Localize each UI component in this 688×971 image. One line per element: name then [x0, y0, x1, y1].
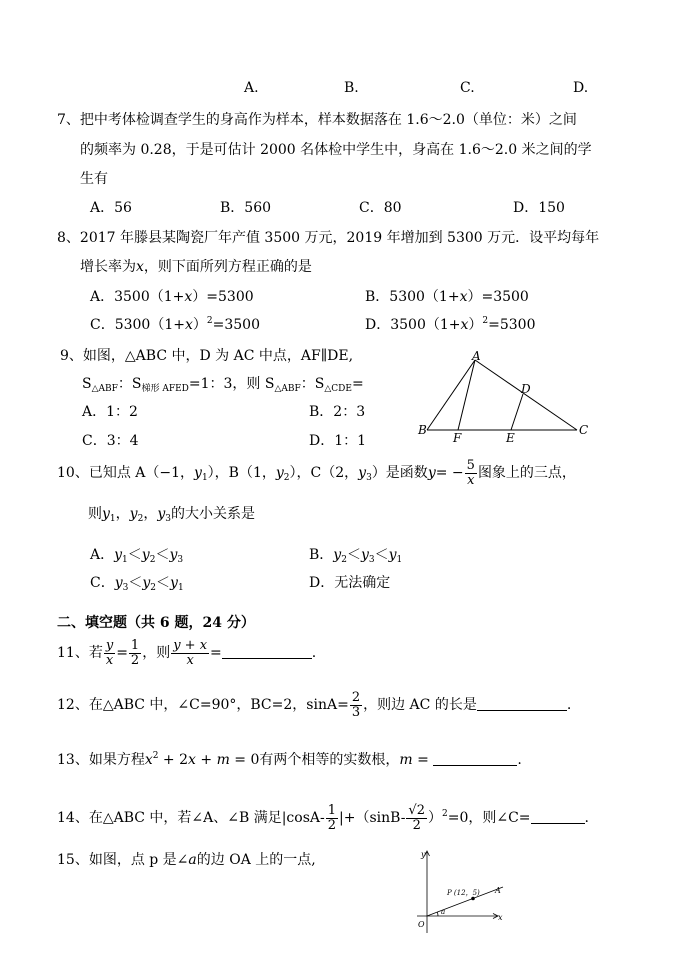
q9-line1: 9、如图，△ABC 中，D 为 AC 中点，AF∥DE,	[60, 348, 354, 364]
q7-option-c: C．80	[359, 200, 402, 216]
q6-option-c: C.	[460, 80, 475, 96]
q13-answer-blank[interactable]	[433, 751, 517, 766]
q12-answer-blank[interactable]	[477, 696, 567, 711]
q8-option-c: C．$5300(1+x)^2=3500$	[90, 316, 260, 333]
q12: 12、在△ABC 中，∠C=90°，BC=2，sinA= $\frac{2}{3}$ ，则边 AC 的长是 .	[57, 689, 572, 720]
label-d: D	[521, 382, 531, 396]
q14-fraction-sqrt2-over-2: $\frac{√2}{2}$	[408, 802, 425, 833]
section-2-heading: 二、填空题（共 6 题，24 分）	[57, 615, 255, 631]
q10-option-c: C．$y_3<y_2<y_1$	[90, 575, 184, 593]
q9-option-d: D．1：1	[309, 433, 367, 449]
q8-option-b: B．5300（1+x）=3500	[365, 289, 529, 305]
q10-line1: 10、已知点 A（−1，$y_1$），B（1，$y_2$），C（2，$y_3$）是函数y= − $\frac{5}{x}$ 图象上的三点，	[57, 457, 576, 488]
angle-coordinate-figure	[405, 843, 505, 938]
point-p-label: P (12，5)	[447, 889, 480, 897]
ray-label-a: A	[495, 886, 501, 895]
q7-line3: 生有	[80, 171, 108, 187]
angle-label-a: a	[441, 908, 446, 916]
q7-option-d: D．150	[513, 200, 565, 216]
q14: 14、在△ABC 中，若∠A、∠B 满足|cosA- $\frac{1}{2}$ |+（sinB- $\frac{√2}{2}$ ）$^2$=0，则∠C= .	[57, 802, 589, 833]
q9-line2: $S_{\triangle ABF}$：$S_{梯形 AFED}=1$：3，则 $S_{\triangle ABF}$：$S_{\triangle CDE}=$	[82, 376, 364, 394]
label-c: C	[579, 423, 589, 437]
q8-option-d: D．$3500(1+x)^2=5300$	[365, 316, 536, 333]
origin-label: O	[418, 920, 425, 929]
q14-fraction-half: $\frac{1}{2}$	[327, 802, 337, 833]
q10-option-d: D．无法确定	[309, 575, 391, 591]
q14-answer-blank[interactable]	[531, 809, 585, 824]
q7-line2: 的频率为 0.28，于是可估计 2000 名体检中学生中，身高在 1.6～2.0 米之间的学	[80, 142, 592, 158]
q10-fraction: $\frac{5}{x}$	[466, 457, 475, 488]
q9-option-b: B．2：3	[309, 404, 366, 420]
triangle-abc-figure	[415, 350, 595, 445]
x-axis-label: x	[498, 913, 503, 922]
q15: 15、如图，点 p 是∠a的边 OA 上的一点,	[57, 852, 316, 868]
q11-fraction-sum: $\frac{y + x}{x}$	[173, 637, 208, 668]
q8-line2: 增长率为x，则下面所列方程正确的是	[80, 259, 312, 275]
q7-option-a: A．56	[90, 200, 132, 216]
q8-option-a: A．3500（1+x）=5300	[90, 289, 254, 305]
y-axis-label: y	[421, 850, 426, 859]
q9-option-a: A．1：2	[82, 404, 138, 420]
q7-line1: 7、把中考体检调查学生的身高作为样本，样本数据落在 1.6～2.0（单位：米）之间	[57, 112, 577, 128]
q6-option-b: B.	[344, 80, 359, 96]
q12-fraction: $\frac{2}{3}$	[351, 689, 361, 720]
q13: 13、如果方程$x^2 + 2x + m = 0$有两个相等的实数根，m = .	[57, 751, 522, 768]
q11-fraction-half: $\frac{1}{2}$	[130, 637, 140, 668]
q10-option-a: A．$y_1<y_2<y_3$	[90, 547, 184, 565]
label-f: F	[453, 431, 462, 445]
q10-line2: 则$y_1$，$y_2$，$y_3$的大小关系是	[88, 506, 255, 524]
label-e: E	[506, 431, 515, 445]
point-p	[471, 897, 475, 901]
q11-answer-blank[interactable]	[222, 644, 312, 659]
q10-option-b: B．$y_2<y_3<y_1$	[309, 547, 403, 565]
q11: 11、若 $\frac{y}{x}$ = $\frac{1}{2}$ ，则 $\frac{y + x}{x}$ = .	[57, 637, 317, 668]
q9-option-c: C．3：4	[82, 433, 139, 449]
q8-line1: 8、2017 年滕县某陶瓷厂年产值 3500 万元，2019 年增加到 5300 万元．设平均每年	[57, 230, 600, 246]
q6-option-d: D.	[573, 80, 589, 96]
q7-option-b: B．560	[220, 200, 272, 216]
label-b: B	[418, 423, 427, 437]
label-a: A	[472, 350, 481, 363]
q6-option-a: A.	[244, 80, 259, 96]
q11-fraction-y-over-x: $\frac{y}{x}$	[105, 637, 114, 668]
